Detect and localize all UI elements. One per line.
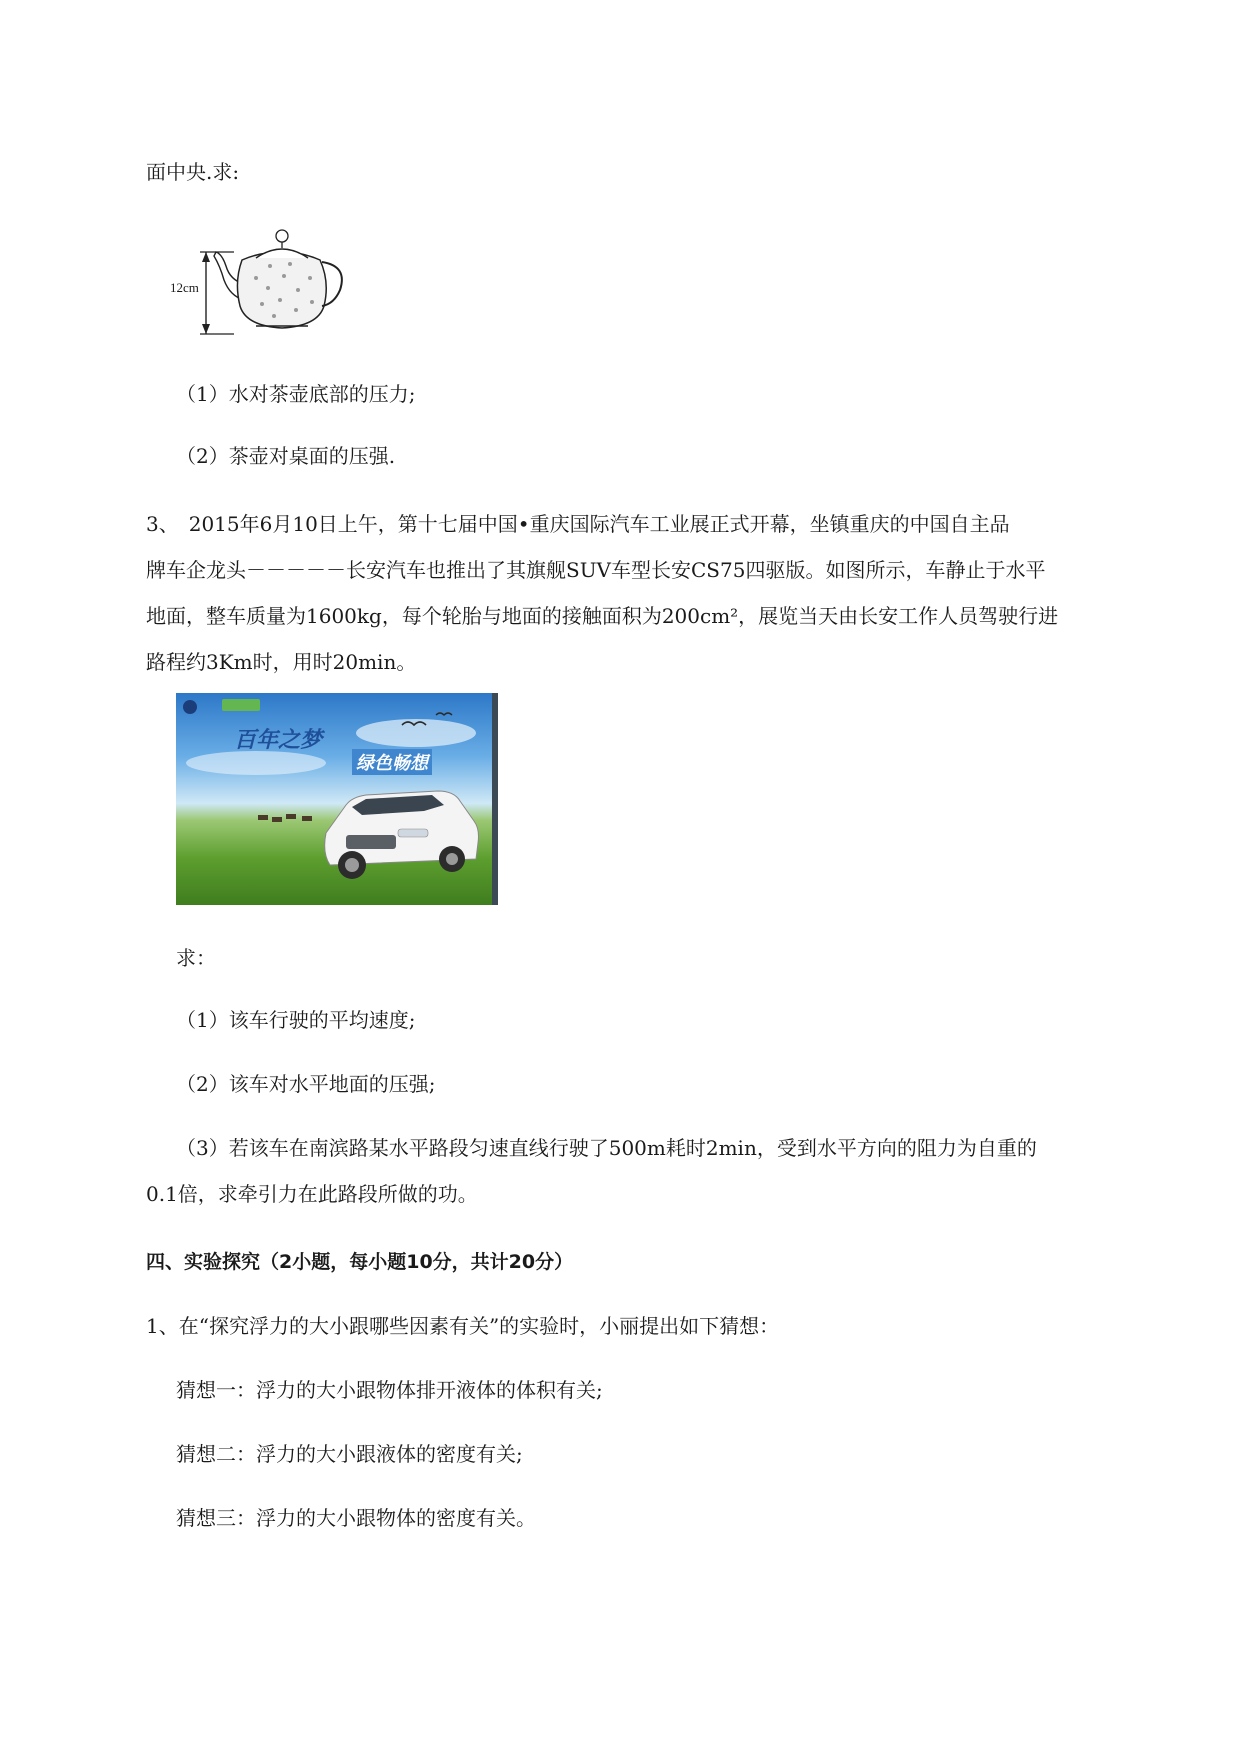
guess-3: 猜想三：浮力的大小跟物体的密度有关。 bbox=[176, 1506, 536, 1530]
q3-line-4: 路程约3Km时，用时20min。 bbox=[146, 650, 417, 674]
q3-ask: 求： bbox=[176, 946, 216, 970]
photo-slogan-line-2: 绿色畅想 bbox=[352, 749, 432, 775]
guess-2: 猜想二：浮力的大小跟液体的密度有关; bbox=[176, 1442, 523, 1466]
q3-line-2: 牌车企龙头－－－－－长安汽车也推出了其旗舰SUV车型长安CS75四驱版。如图所示，车静止于水平 bbox=[146, 558, 1046, 582]
q3-part-3-cont: 0.1倍，求牵引力在此路段所做的功。 bbox=[146, 1182, 478, 1206]
photo-slogan-line-1: 百年之梦 bbox=[234, 728, 323, 753]
section-4-heading: 四、实验探究（2小题，每小题10分，共计20分） bbox=[146, 1251, 574, 1273]
guess-1: 猜想一：浮力的大小跟物体排开液体的体积有关; bbox=[176, 1378, 603, 1402]
q2-part-2: （2）茶壶对桌面的压强. bbox=[176, 444, 396, 468]
teapot-drawing bbox=[172, 222, 352, 342]
q3-part-2: （2）该车对水平地面的压强; bbox=[176, 1072, 436, 1096]
car-photo bbox=[176, 693, 498, 905]
q3-part-3: （3）若该车在南滨路某水平路段匀速直线行驶了500m耗时2min，受到水平方向的阻力为自重的 bbox=[176, 1136, 1037, 1160]
section-4-q1: 1、在“探究浮力的大小跟哪些因素有关”的实验时，小丽提出如下猜想： bbox=[146, 1314, 780, 1338]
q3-part-1: （1）该车行驶的平均速度; bbox=[176, 1008, 416, 1032]
car-scene bbox=[176, 693, 498, 905]
q3-line-3: 地面，整车质量为1600kg，每个轮胎与地面的接触面积为200cm²，展览当天由长安工作人员驾驶行进 bbox=[146, 604, 1059, 628]
teapot-figure bbox=[172, 222, 352, 342]
intro-line: 面中央.求: bbox=[146, 160, 240, 184]
q2-part-1: （1）水对茶壶底部的压力; bbox=[176, 382, 416, 406]
photo-edge bbox=[492, 693, 498, 905]
height-label: 12cm bbox=[170, 280, 199, 295]
q3-line-1: 3、 2015年6月10日上午，第十七届中国•重庆国际汽车工业展正式开幕，坐镇重庆的中国自主品 bbox=[146, 512, 1010, 536]
